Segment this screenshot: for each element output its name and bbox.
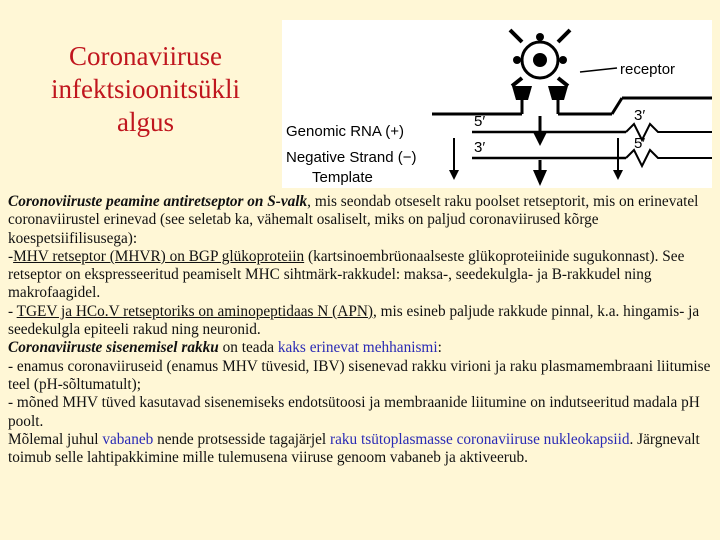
down-arrow-icon — [449, 138, 459, 180]
paragraph-entry-mechanisms — [8, 339, 714, 357]
underlined-term: TGEV ja HCo.V retseptoriks on aminopeptidaas N (APN) — [16, 302, 373, 320]
title-line-3: algus — [117, 107, 174, 137]
negative-strand-tail — [626, 150, 712, 166]
title-line-1: Coronaviiruse — [69, 41, 222, 71]
receptor-pointer — [580, 68, 617, 72]
receptor-label: receptor — [620, 61, 676, 78]
virion-icon — [510, 30, 570, 86]
text-run: on teada — [218, 339, 278, 357]
template-label: Template — [312, 169, 373, 186]
highlight-term: kaks erinevat mehhanismi — [277, 339, 438, 357]
paragraph-nucleocapsid-release — [8, 431, 714, 468]
bold-term: Coronaviiruste sisenemisel rakku — [8, 339, 219, 357]
text-run: : — [437, 339, 442, 357]
text-run: nende protsesside tagajärjel — [153, 430, 330, 448]
receptor-icon — [512, 86, 568, 114]
text-run: Mõlemal juhul — [8, 430, 103, 448]
paragraph-antireceptor — [8, 193, 714, 248]
title-line-2: infektsioonitsükli — [51, 74, 240, 104]
bullet: - — [8, 302, 17, 320]
down-arrow-icon — [533, 160, 547, 186]
paragraph-tgev-receptor — [8, 303, 714, 340]
five-prime-bottom: 5′ — [634, 135, 646, 152]
three-prime-bottom: 3′ — [474, 139, 486, 156]
text-run: , mis esineb paljude rakkude pinnal, k.a. hingamis- ja seedekulgla epiteeli rakud ning neuronid. — [8, 302, 700, 339]
slide-title — [18, 40, 273, 139]
text-run: (kartsinoembrüonaalseste glükoproteiinide sugukonnast). See retseptor on ekspresseeritud peamiselt MHC sihtmärk-rakkudel: maksa-, seedekulgla- ja B-rakkudel ning makrofaagidel. — [8, 247, 685, 302]
highlight-term: vabaneb — [102, 430, 154, 448]
negative-strand-label: Negative Strand (−) — [286, 149, 417, 166]
text-run: . Järgnevalt toimub selle lahtipakkimine mille tulemusena viiruse genoom vabaneb ja aktiveerub. — [8, 430, 700, 467]
five-prime-top: 5′ — [474, 113, 486, 130]
cell-membrane — [432, 98, 712, 114]
paragraph-endocytosis-entry: - mõned MHV tüved kasutavad sisenemiseks endotsütoosi ja membraanide liitumine on indutseeritud madala pH poolt. — [8, 394, 700, 430]
body-text — [8, 193, 714, 467]
genomic-rna-label: Genomic RNA (+) — [286, 123, 404, 140]
paragraph-mhv-receptor — [8, 248, 714, 303]
underlined-term: MHV retseptor (MHVR) on BGP glükoproteiin — [13, 247, 305, 265]
paragraph-fusion-entry: - enamus coronaviiruseid (enamus MHV tüvesid, IBV) sisenevad rakku virioni ja raku plasmamembraani liitumise teel (pH-sõltumatult); — [8, 357, 711, 393]
bold-term: Coronoviiruste peamine antiretseptor on S-valk — [8, 193, 308, 210]
virus-receptor-diagram — [282, 20, 712, 188]
bullet: - — [8, 247, 14, 265]
three-prime-top: 3′ — [634, 107, 646, 124]
highlight-term: raku tsütoplasmasse coronaviiruse nukleokapsiid — [330, 430, 630, 448]
text-run: , mis seondab otseselt raku poolset retseptorit, mis on erinevatel coronaviirustel erinevad (see seletab ka, vähemalt osaliselt, miks on paljud coronaviirused kõrge koespetsiifilisusega): — [8, 193, 699, 247]
diagram-svg — [282, 20, 712, 188]
